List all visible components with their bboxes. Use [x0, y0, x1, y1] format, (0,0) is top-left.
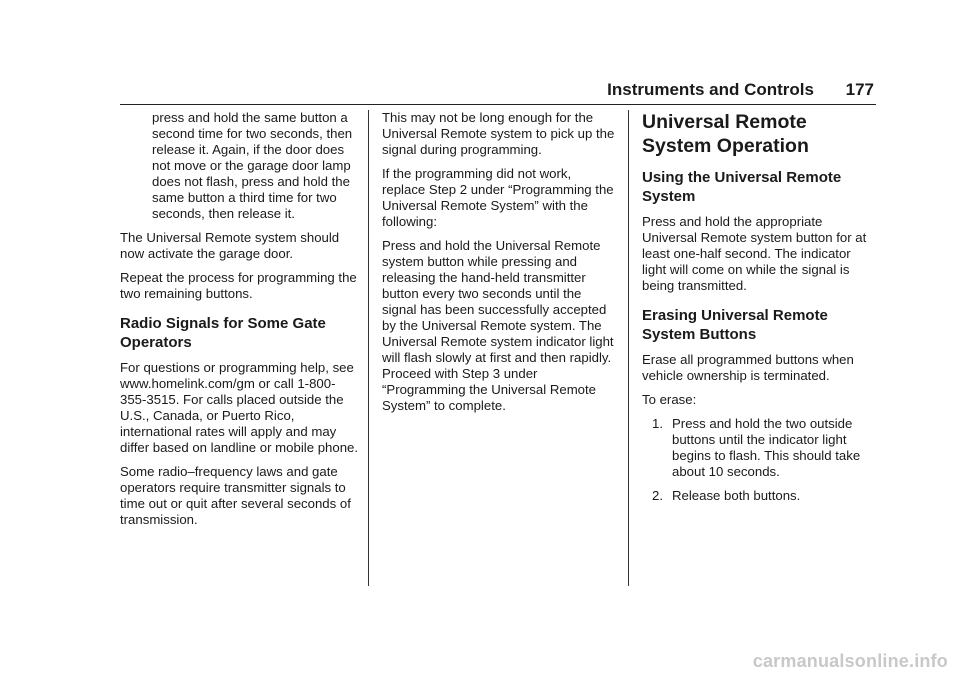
- column-divider: [368, 110, 369, 586]
- step-number: 1.: [652, 416, 663, 431]
- subheading-using: Using the Universal Remote System: [642, 169, 842, 205]
- column-divider: [628, 110, 629, 586]
- column-middle: [382, 110, 618, 422]
- step-text: Release both buttons.: [672, 488, 801, 503]
- paragraph: Erase all programmed buttons when vehicle ownership is terminated.: [642, 352, 854, 383]
- steps-list: [642, 416, 878, 504]
- section-heading: Universal Remote System Operation: [642, 111, 809, 157]
- watermark: carmanualsonline.info: [752, 651, 948, 671]
- page-header: [120, 80, 876, 105]
- paragraph: This may not be long enough for the Universal Remote system to pick up the signal during programming.: [382, 110, 615, 157]
- subheading-erasing: Erasing Universal Remote System Buttons: [642, 307, 828, 343]
- paragraph: To erase:: [642, 392, 697, 407]
- paragraph: The Universal Remote system should now activate the garage door.: [120, 230, 340, 261]
- step-continuation: press and hold the same button a second time for two seconds, then release it. Again, if the door does not move or the garage door lamp does not flash, press and hold the same button a third time for two seconds, then release it.: [152, 110, 353, 221]
- section-title: Instruments and Controls: [607, 80, 814, 99]
- paragraph: Press and hold the Universal Remote system button while pressing and releasing the hand-held transmitter button every two seconds until the signal has been successfully accepted by the Universal Remote system. The Universal Remote system indicator light will flash slowly at first and then rapidly. Proceed with Step 3 under “Programming the Universal Remote System” to complete.: [382, 238, 614, 413]
- paragraph: Press and hold the appropriate Universal Remote system button for at least one-half second. The indicator light will come on while the signal is being transmitted.: [642, 214, 867, 293]
- paragraph: Some radio–frequency laws and gate operators require transmitter signals to time out or quit after several seconds of transmission.: [120, 464, 351, 527]
- step-number: 2.: [652, 488, 663, 503]
- paragraph: If the programming did not work, replace Step 2 under “Programming the Universal Remote System” with the following:: [382, 166, 614, 229]
- list-item: [642, 488, 878, 504]
- step-text: Press and hold the two outside buttons until the indicator light begins to flash. This should take about 10 seconds.: [672, 416, 861, 479]
- paragraph: For questions or programming help, see www.homelink.com/gm or call 1-800-355-3515. For calls placed outside the U.S., Canada, or Puerto Rico, international rates will apply and may differ based on landline or mobile phone.: [120, 360, 359, 455]
- page-number: 177: [845, 80, 874, 99]
- paragraph: Repeat the process for programming the two remaining buttons.: [120, 270, 357, 301]
- subheading-radio-signals: Radio Signals for Some Gate Operators: [120, 315, 326, 351]
- column-left: [120, 110, 360, 536]
- column-right: [642, 110, 878, 512]
- list-item: [642, 416, 878, 480]
